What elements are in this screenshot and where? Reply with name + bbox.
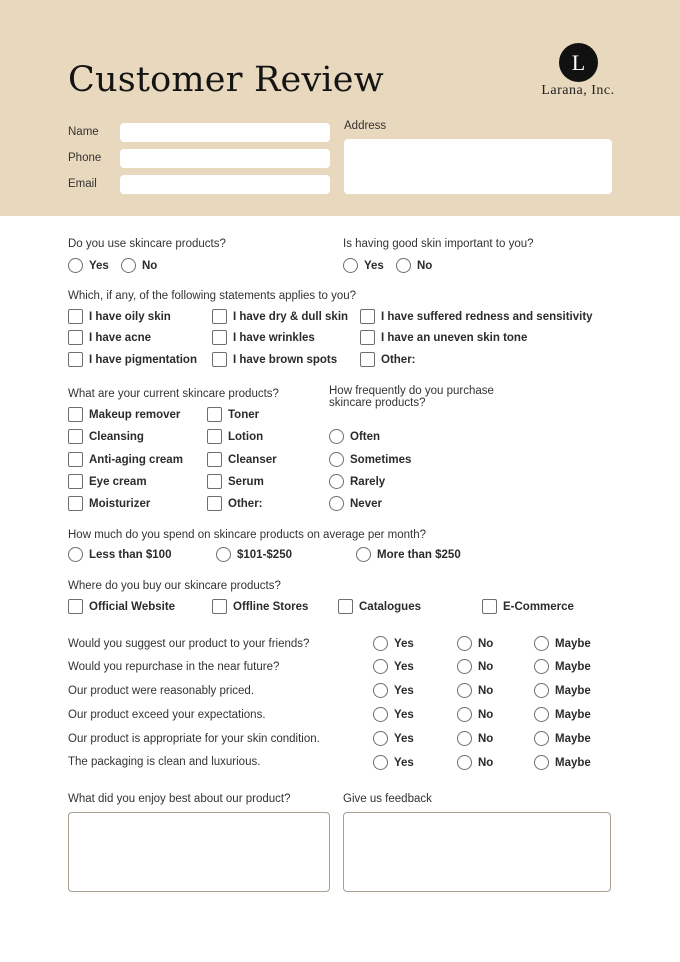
option-label: Other:	[228, 497, 263, 510]
option-label: Maybe	[555, 660, 591, 673]
radio-circle[interactable]	[68, 258, 83, 273]
checkbox-box[interactable]	[360, 330, 375, 345]
checkbox-box[interactable]	[360, 352, 375, 367]
checkbox-box[interactable]	[68, 452, 83, 467]
radio-circle[interactable]	[356, 547, 371, 562]
question-skin-important: Is having good skin important to you?	[343, 238, 534, 250]
radio-circle[interactable]	[329, 429, 344, 444]
option-label: Offline Stores	[233, 600, 309, 613]
option-label: Yes	[364, 259, 384, 272]
checkbox-lotion[interactable]	[207, 429, 263, 444]
checkbox-wrinkles[interactable]	[212, 330, 315, 345]
option-label: E-Commerce	[503, 600, 574, 613]
radio-repurchase-yes[interactable]	[373, 659, 414, 674]
checkbox-serum[interactable]	[207, 474, 264, 489]
checkbox-anti-aging[interactable]	[68, 452, 183, 467]
checkbox-box[interactable]	[68, 352, 83, 367]
option-label: No	[478, 660, 494, 673]
checkbox-box[interactable]	[68, 599, 83, 614]
checkbox-box[interactable]	[360, 309, 375, 324]
radio-expectations-no[interactable]	[457, 707, 493, 722]
radio-suggest-no[interactable]	[457, 636, 493, 651]
option-label: Yes	[394, 756, 414, 769]
option-label: I have pigmentation	[89, 353, 197, 366]
radio-circle[interactable]	[216, 547, 231, 562]
radio-circle[interactable]	[457, 707, 472, 722]
option-label: No	[478, 708, 494, 721]
option-label: Rarely	[350, 475, 386, 488]
checkbox-uneven-tone[interactable]	[360, 330, 527, 345]
radio-packaging-yes[interactable]	[373, 755, 414, 770]
option-label: Lotion	[228, 430, 264, 443]
checkbox-box[interactable]	[482, 599, 497, 614]
checkbox-offline-stores[interactable]	[212, 599, 308, 614]
question-current-products: What are your current skincare products?	[68, 388, 279, 400]
option-label: Maybe	[555, 637, 591, 650]
radio-packaging-no[interactable]	[457, 755, 493, 770]
question-use-skincare: Do you use skincare products?	[68, 238, 226, 250]
option-label: Yes	[394, 637, 414, 650]
option-label: Maybe	[555, 684, 591, 697]
checkbox-redness[interactable]	[360, 309, 593, 324]
option-label: More than $250	[377, 548, 461, 561]
radio-circle[interactable]	[373, 636, 388, 651]
radio-important-yes[interactable]	[343, 258, 384, 273]
checkbox-box[interactable]	[68, 474, 83, 489]
phone-label: Phone	[68, 152, 102, 164]
checkbox-acne[interactable]	[68, 330, 151, 345]
option-label: I have an uneven skin tone	[381, 331, 528, 344]
option-label: Anti-aging cream	[89, 453, 183, 466]
option-label: Yes	[394, 732, 414, 745]
option-label: No	[478, 756, 494, 769]
radio-skin-condition-no[interactable]	[457, 731, 493, 746]
radio-spend-high[interactable]	[356, 547, 461, 562]
option-label: Cleanser	[228, 453, 277, 466]
checkbox-box[interactable]	[68, 407, 83, 422]
radio-circle[interactable]	[534, 731, 549, 746]
phone-field[interactable]	[120, 149, 330, 168]
checkbox-box[interactable]	[68, 330, 83, 345]
question-feedback: Give us feedback	[343, 793, 432, 805]
radio-circle[interactable]	[68, 547, 83, 562]
option-label: I have acne	[89, 331, 152, 344]
checkbox-box[interactable]	[207, 474, 222, 489]
radio-use-yes[interactable]	[68, 258, 109, 273]
radio-repurchase-maybe[interactable]	[534, 659, 591, 674]
option-label: Serum	[228, 475, 264, 488]
address-label: Address	[344, 120, 387, 132]
radio-priced-yes[interactable]	[373, 683, 414, 698]
radio-spend-low[interactable]	[68, 547, 171, 562]
radio-use-no[interactable]	[121, 258, 157, 273]
question-monthly-spend: How much do you spend on skincare products on average per month?	[68, 529, 426, 541]
radio-skin-condition-maybe[interactable]	[534, 731, 591, 746]
checkbox-box[interactable]	[207, 452, 222, 467]
checkbox-box[interactable]	[68, 309, 83, 324]
option-label: I have dry & dull skin	[233, 310, 349, 323]
radio-circle[interactable]	[534, 755, 549, 770]
rating-question-repurchase: Would you repurchase in the near future?	[68, 661, 280, 673]
radio-packaging-maybe[interactable]	[534, 755, 591, 770]
logo-icon: L	[559, 43, 598, 82]
checkbox-box[interactable]	[207, 496, 222, 511]
question-statements: Which, if any, of the following statements applies to you?	[68, 290, 357, 302]
checkbox-box[interactable]	[68, 496, 83, 511]
option-label: I have brown spots	[233, 353, 338, 366]
radio-circle[interactable]	[534, 707, 549, 722]
checkbox-box[interactable]	[338, 599, 353, 614]
checkbox-pigmentation[interactable]	[68, 352, 197, 367]
option-label: Maybe	[555, 732, 591, 745]
radio-circle[interactable]	[457, 659, 472, 674]
logo-text: Larana, Inc.	[541, 83, 615, 98]
option-label: Yes	[394, 708, 414, 721]
option-label: No	[478, 684, 494, 697]
option-label: Catalogues	[359, 600, 421, 613]
option-label: Cleansing	[89, 430, 144, 443]
feedback-textarea[interactable]	[343, 812, 611, 892]
radio-circle[interactable]	[457, 636, 472, 651]
radio-circle[interactable]	[457, 731, 472, 746]
radio-circle[interactable]	[373, 707, 388, 722]
radio-frequency-sometimes[interactable]	[329, 452, 411, 467]
option-label: Maybe	[555, 708, 591, 721]
checkbox-catalogues[interactable]	[338, 599, 421, 614]
radio-spend-mid[interactable]	[216, 547, 292, 562]
radio-suggest-yes[interactable]	[373, 636, 414, 651]
radio-circle[interactable]	[121, 258, 136, 273]
question-frequency-line1: How frequently do you purchase	[329, 385, 494, 397]
radio-circle[interactable]	[534, 636, 549, 651]
option-label: Yes	[89, 259, 109, 272]
option-label: Sometimes	[350, 453, 412, 466]
checkbox-eye-cream[interactable]	[68, 474, 147, 489]
checkbox-makeup-remover[interactable]	[68, 407, 180, 422]
option-label: Yes	[394, 660, 414, 673]
radio-circle[interactable]	[373, 683, 388, 698]
option-label: Maybe	[555, 756, 591, 769]
option-label: Yes	[394, 684, 414, 697]
radio-circle[interactable]	[457, 755, 472, 770]
rating-question-skin-condition: Our product is appropriate for your skin condition.	[68, 733, 320, 745]
radio-skin-condition-yes[interactable]	[373, 731, 414, 746]
option-label: I have suffered redness and sensitivity	[381, 310, 593, 323]
checkbox-e-commerce[interactable]	[482, 599, 574, 614]
checkbox-box[interactable]	[207, 407, 222, 422]
option-label: Eye cream	[89, 475, 147, 488]
option-label: Moisturizer	[89, 497, 151, 510]
radio-priced-no[interactable]	[457, 683, 493, 698]
name-label: Name	[68, 126, 99, 138]
checkbox-box[interactable]	[212, 352, 227, 367]
email-label: Email	[68, 178, 97, 190]
option-label: No	[417, 259, 433, 272]
checkbox-box[interactable]	[212, 599, 227, 614]
rating-question-suggest: Would you suggest our product to your friends?	[68, 638, 310, 650]
radio-circle[interactable]	[457, 683, 472, 698]
radio-circle[interactable]	[373, 755, 388, 770]
checkbox-official-website[interactable]	[68, 599, 175, 614]
radio-circle[interactable]	[329, 474, 344, 489]
email-field[interactable]	[120, 175, 330, 194]
radio-circle[interactable]	[329, 452, 344, 467]
radio-circle[interactable]	[329, 496, 344, 511]
checkbox-oily-skin[interactable]	[68, 309, 171, 324]
radio-circle[interactable]	[373, 659, 388, 674]
name-field[interactable]	[120, 123, 330, 142]
option-label: Makeup remover	[89, 408, 181, 421]
option-label: $101-$250	[237, 548, 292, 561]
option-label: Less than $100	[89, 548, 172, 561]
checkbox-cleanser[interactable]	[207, 452, 277, 467]
checkbox-box[interactable]	[212, 309, 227, 324]
option-label: Other:	[381, 353, 416, 366]
radio-circle[interactable]	[343, 258, 358, 273]
radio-important-no[interactable]	[396, 258, 432, 273]
radio-circle[interactable]	[373, 731, 388, 746]
option-label: I have wrinkles	[233, 331, 315, 344]
radio-expectations-maybe[interactable]	[534, 707, 591, 722]
checkbox-dry-skin[interactable]	[212, 309, 348, 324]
enjoy-best-textarea[interactable]	[68, 812, 330, 892]
option-label: Official Website	[89, 600, 176, 613]
question-frequency-line2: skincare products?	[329, 397, 426, 409]
radio-circle[interactable]	[396, 258, 411, 273]
option-label: No	[478, 732, 494, 745]
checkbox-box[interactable]	[212, 330, 227, 345]
checkbox-current-other[interactable]	[207, 496, 263, 511]
radio-expectations-yes[interactable]	[373, 707, 414, 722]
option-label: I have oily skin	[89, 310, 171, 323]
radio-repurchase-no[interactable]	[457, 659, 493, 674]
question-enjoy-best: What did you enjoy best about our product?	[68, 793, 291, 805]
option-label: No	[478, 637, 494, 650]
checkbox-box[interactable]	[68, 429, 83, 444]
radio-circle[interactable]	[534, 683, 549, 698]
checkbox-moisturizer[interactable]	[68, 496, 150, 511]
option-label: Never	[350, 497, 382, 510]
option-label: Often	[350, 430, 381, 443]
radio-frequency-rarely[interactable]	[329, 474, 385, 489]
checkbox-box[interactable]	[207, 429, 222, 444]
checkbox-brown-spots[interactable]	[212, 352, 337, 367]
header-band	[0, 0, 680, 216]
page-title: Customer Review	[68, 60, 384, 100]
checkbox-toner[interactable]	[207, 407, 259, 422]
question-where-buy: Where do you buy our skincare products?	[68, 580, 281, 592]
checkbox-cleansing[interactable]	[68, 429, 144, 444]
radio-suggest-maybe[interactable]	[534, 636, 591, 651]
address-field[interactable]	[344, 139, 612, 194]
checkbox-statements-other[interactable]	[360, 352, 416, 367]
radio-priced-maybe[interactable]	[534, 683, 591, 698]
radio-circle[interactable]	[534, 659, 549, 674]
radio-frequency-often[interactable]	[329, 429, 380, 444]
rating-question-expectations: Our product exceed your expectations.	[68, 709, 266, 721]
radio-frequency-never[interactable]	[329, 496, 382, 511]
rating-question-priced: Our product were reasonably priced.	[68, 685, 255, 697]
option-label: Toner	[228, 408, 260, 421]
option-label: No	[142, 259, 158, 272]
rating-question-packaging: The packaging is clean and luxurious.	[68, 756, 261, 768]
